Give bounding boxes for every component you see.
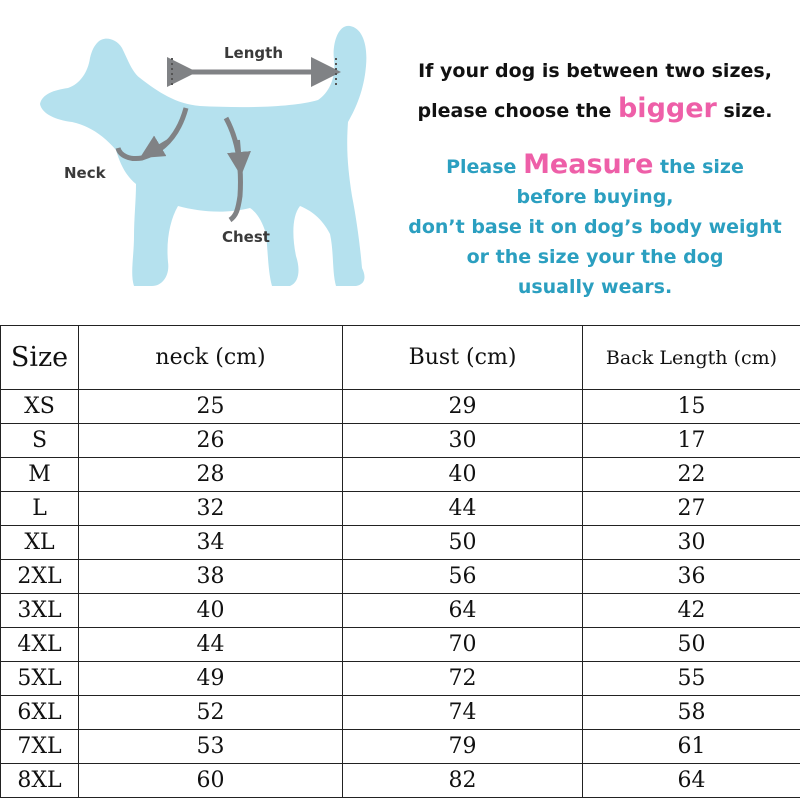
note-line-3: Please Measure the size	[446, 149, 744, 180]
table-row	[1, 662, 800, 696]
dog-measurement-diagram	[0, 0, 400, 325]
bust-cell: 70	[343, 628, 583, 662]
header-neck: neck (cm)	[79, 326, 343, 390]
table-row	[1, 458, 800, 492]
measure-highlight: Measure	[523, 149, 654, 180]
size-cell: 8XL	[1, 764, 79, 798]
neck-cell: 44	[79, 628, 343, 662]
neck-cell: 60	[79, 764, 343, 798]
back-length-cell: 30	[583, 526, 800, 560]
table-row	[1, 628, 800, 662]
note-line-1: If your dog is between two sizes,	[418, 60, 772, 82]
neck-cell: 25	[79, 390, 343, 424]
table-row	[1, 424, 800, 458]
size-cell: 4XL	[1, 628, 79, 662]
neck-cell: 32	[79, 492, 343, 526]
size-cell: XL	[1, 526, 79, 560]
bust-cell: 56	[343, 560, 583, 594]
neck-label: Neck	[64, 164, 106, 182]
bigger-highlight: bigger	[617, 93, 717, 124]
bust-cell: 29	[343, 390, 583, 424]
back-length-cell: 55	[583, 662, 800, 696]
size-cell: L	[1, 492, 79, 526]
bust-cell: 72	[343, 662, 583, 696]
size-cell: XS	[1, 390, 79, 424]
back-length-cell: 42	[583, 594, 800, 628]
table-row	[1, 560, 800, 594]
note-line-5: don’t base it on dog’s body weight	[408, 216, 782, 238]
bust-cell: 74	[343, 696, 583, 730]
neck-cell: 40	[79, 594, 343, 628]
size-cell: 2XL	[1, 560, 79, 594]
back-length-cell: 27	[583, 492, 800, 526]
back-length-cell: 64	[583, 764, 800, 798]
note-line-7: usually wears.	[517, 276, 673, 298]
back-length-cell: 22	[583, 458, 800, 492]
header-size: Size	[1, 326, 79, 390]
table-row	[1, 492, 800, 526]
bust-cell: 79	[343, 730, 583, 764]
length-label: Length	[224, 44, 283, 62]
table-row	[1, 526, 800, 560]
size-rows	[1, 390, 800, 798]
back-length-cell: 36	[583, 560, 800, 594]
table-row	[1, 764, 800, 798]
back-length-cell: 17	[583, 424, 800, 458]
back-length-cell: 61	[583, 730, 800, 764]
neck-cell: 49	[79, 662, 343, 696]
neck-cell: 26	[79, 424, 343, 458]
back-length-cell: 15	[583, 390, 800, 424]
back-length-cell: 58	[583, 696, 800, 730]
table-row	[1, 594, 800, 628]
note-line-6: or the size your the dog	[466, 246, 724, 268]
size-cell: M	[1, 458, 79, 492]
bust-cell: 64	[343, 594, 583, 628]
neck-cell: 53	[79, 730, 343, 764]
size-cell: 5XL	[1, 662, 79, 696]
header-row	[1, 326, 800, 390]
neck-cell: 52	[79, 696, 343, 730]
sizing-notes	[390, 52, 800, 302]
bust-cell: 40	[343, 458, 583, 492]
bust-cell: 30	[343, 424, 583, 458]
table-row	[1, 730, 800, 764]
neck-cell: 34	[79, 526, 343, 560]
size-cell: 3XL	[1, 594, 79, 628]
chest-arrow	[238, 140, 240, 164]
bust-cell: 44	[343, 492, 583, 526]
header-bust: Bust (cm)	[343, 326, 583, 390]
header-back-length: Back Length (cm)	[583, 326, 800, 390]
chest-label: Chest	[222, 228, 270, 246]
table-row	[1, 696, 800, 730]
table-row	[1, 390, 800, 424]
dog-silhouette	[40, 26, 366, 286]
back-length-cell: 50	[583, 628, 800, 662]
dog-silhouette-illustration	[0, 0, 400, 325]
size-chart-table	[0, 325, 800, 798]
neck-cell: 38	[79, 560, 343, 594]
note-line-4: before buying,	[516, 186, 674, 208]
note-line-2: please choose the bigger size.	[417, 93, 773, 124]
bust-cell: 50	[343, 526, 583, 560]
neck-cell: 28	[79, 458, 343, 492]
bust-cell: 82	[343, 764, 583, 798]
size-cell: 6XL	[1, 696, 79, 730]
size-cell: S	[1, 424, 79, 458]
size-cell: 7XL	[1, 730, 79, 764]
